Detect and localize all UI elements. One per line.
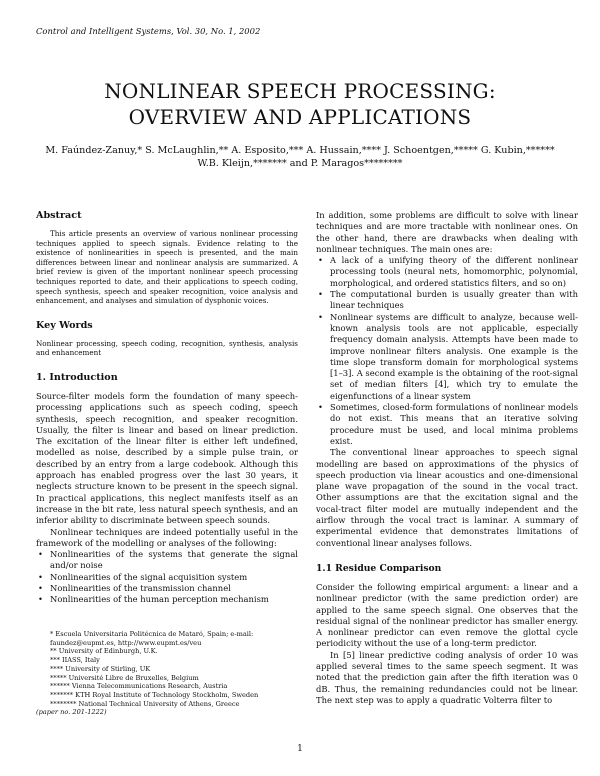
abstract-heading: Abstract bbox=[36, 210, 82, 221]
authors-line-1: M. Faúndez-Zanuy,* S. McLaughlin,** A. Esposito,*** A. Hussain,**** J. Schoentgen,***** G. Kubin,****** bbox=[45, 145, 555, 156]
title-line-1: NONLINEAR SPEECH PROCESSING: bbox=[104, 79, 496, 103]
author-list bbox=[30, 145, 570, 170]
abstract bbox=[36, 229, 298, 306]
list-item: • Nonlinearities of the transmission channel bbox=[36, 583, 298, 594]
right-paragraph-1: In addition, some problems are difficult to solve with linear techniques and are more tractable with nonlinear ones. On the other hand, there are drawbacks when dealing with nonlinear techniques. The main ones are: bbox=[316, 210, 578, 254]
footnote: ******* KTH Royal Institute of Technology Stockholm, Sweden bbox=[50, 690, 259, 699]
keywords-text: Nonlinear processing, speech coding, recognition, synthesis, analysis and enhancement bbox=[36, 338, 298, 358]
list-item: • Nonlinear systems are difficult to analyze, because well-known analysis tools are not applicable, especially frequency domain analysis. Attempts have been made to improve nonlinear filters analysis. One example is the time slope transform domain for morphological systems [1–3]. A second example is the obtaining of the root-signal set of median filters [4], which try to emulate the eigenfunctions of a linear system bbox=[316, 312, 578, 402]
right-paragraph-4: In [5] linear predictive coding analysis of order 10 was applied several times to the same speech segment. It was noted that the prediction gain after the fifth iteration was 0 dB. Thus, the remaining redundancies could not be linear. The next step was to apply a quadratic Volterra filter to bbox=[316, 649, 578, 705]
right-paragraph-3: Consider the following empirical argument: a linear and a nonlinear predictor (with the same prediction order) are applied to the same speech signal. One observes that the residual signal of the nonlinear predictor has smaller energy. A nonlinear predictor can even remove the glottal cycle periodicity without the use of a long-term predictor. bbox=[316, 581, 578, 649]
right-column bbox=[316, 210, 578, 706]
residue-comparison-heading: 1.1 Residue Comparison bbox=[316, 562, 442, 574]
keywords-heading: Key Words bbox=[36, 319, 93, 331]
footnote: *** IIASS, Italy bbox=[50, 656, 100, 665]
list-item: • Nonlinearities of the human perception mechanism bbox=[36, 594, 298, 605]
list-item: • The computational burden is usually greater than with linear techniques bbox=[316, 289, 578, 312]
intro-paragraph-1: Source-filter models form the foundation of many speech-processing applications such as speech coding, speech synthesis, speech recognition, and speaker recognition. Usually, the filter is linear and based on linear prediction. The excitation of the linear filter is either left undefined, modelled as noise, described by a simple pulse train, or described by an entry from a large codebook. Although this approach has enabled progress over the last 30 years, it neglects structure known to be present in the speech signal. In practical applications, this neglect manifests itself as an increase in the bit rate, less natural speech synthesis, and an inferior ability to discriminate between speech sounds. bbox=[36, 390, 298, 526]
list-item: • A lack of a unifying theory of the different nonlinear processing tools (neural nets, homomorphic, polynomial, morphological, and ordered statistics filters, and so on) bbox=[316, 255, 578, 289]
journal-header: Control and Intelligent Systems, Vol. 30, No. 1, 2002 bbox=[36, 26, 261, 36]
page-number: 1 bbox=[297, 744, 303, 754]
footnote: ****** Vienna Telecommunications Research, Austria bbox=[50, 682, 228, 691]
drawbacks-bullet-list bbox=[316, 255, 578, 447]
introduction-heading: 1. Introduction bbox=[36, 371, 118, 383]
title-line-2: OVERVIEW AND APPLICATIONS bbox=[128, 105, 472, 129]
list-item: • Nonlinearities of the signal acquisition system bbox=[36, 572, 298, 583]
paper-title bbox=[0, 78, 600, 130]
footnote: * Escuela Universitaria Politécnica de Mataró, Spain; e-mail: faundez@eupmt.es, http://www.eupmt.es/veu bbox=[50, 630, 254, 647]
authors-line-2: W.B. Kleijn,******* and P. Maragos******** bbox=[197, 157, 403, 169]
footnotes bbox=[36, 630, 298, 717]
list-item: • Nonlinearities of the systems that generate the signal and/or noise bbox=[36, 549, 298, 572]
footnote: ******** National Technical University of Athens, Greece bbox=[50, 699, 240, 708]
footnote: ** University of Edinburgh, U.K. bbox=[50, 647, 158, 656]
intro-paragraph-2: Nonlinear techniques are indeed potentially useful in the framework of the modelling or analyses of the following: bbox=[36, 526, 298, 548]
left-column bbox=[36, 210, 298, 606]
paper-number: (paper no. 201-1222) bbox=[36, 708, 107, 717]
right-paragraph-2: The conventional linear approaches to speech signal modelling are based on approximations of the physics of speech production via linear acoustics and one-dimensional plane wave propagation of the sound in the vocal tract. Other assumptions are that the excitation signal and the vocal-tract filter model are mutually independent and the airflow through the vocal tract is laminar. A summary of experimental evidence that demonstrates limitations of conventional linear analyses follows. bbox=[316, 447, 578, 548]
footnote: **** University of Stirling, UK bbox=[50, 664, 151, 673]
footnote: ***** Université Libre de Bruxelles, Belgium bbox=[50, 673, 199, 682]
intro-bullet-list bbox=[36, 549, 298, 605]
list-item: • Sometimes, closed-form formulations of nonlinear models do not exist. This means that an iterative solving procedure must be used, and local minima problems exist. bbox=[316, 402, 578, 447]
abstract-text: This article presents an overview of various nonlinear processing techniques applied to speech signals. Evidence relating to the existence of nonlinearities in speech is presented, and the main differences between linear and nonlinear analysis are summarized. A brief review is given of the important nonlinear speech processing techniques reported to date, and their applications to speech coding, speech synthesis, speech and speaker recognition, voice analysis and enhancement, and analyses and simulation of dysphonic voices. bbox=[36, 229, 298, 306]
